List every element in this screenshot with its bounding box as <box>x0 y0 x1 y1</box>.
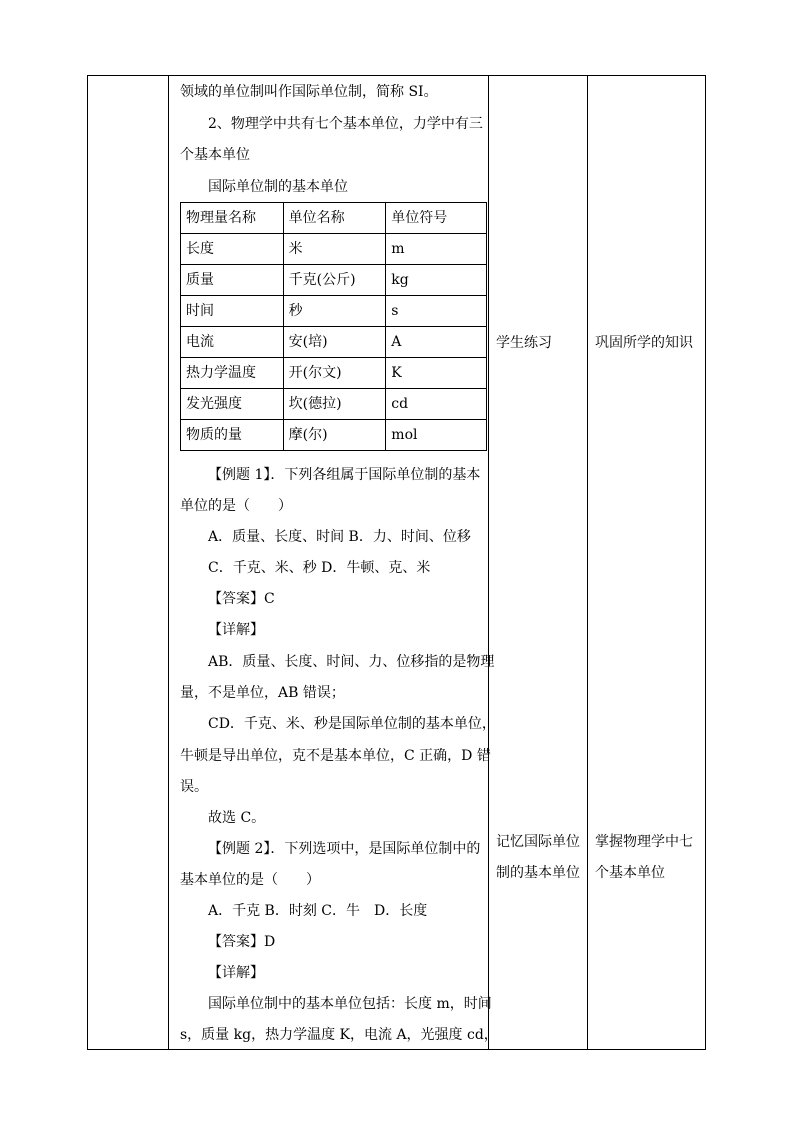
table-row <box>181 358 487 389</box>
table-cell: 安(培) <box>283 327 386 358</box>
example1-option: A．质量、长度、时间 B．力、时间、位移 <box>208 529 471 545</box>
table-cell: A <box>386 327 487 358</box>
table-cell: 长度 <box>181 234 284 265</box>
header-cell: 单位符号 <box>386 203 487 234</box>
text-line: 故选 C。 <box>208 810 266 826</box>
table-row <box>181 420 487 451</box>
text-line: CD．千克、米、秒是国际单位制的基本单位， <box>208 716 496 732</box>
table-cell: 时间 <box>181 296 284 327</box>
table-caption: 国际单位制的基本单位 <box>208 179 348 195</box>
example2-explanation-label: 【详解】 <box>208 965 264 981</box>
text-line: AB．质量、长度、时间、力、位移指的是物理 <box>208 654 495 670</box>
example2-option: A．千克 B．时刻 C．牛 D．长度 <box>208 903 428 919</box>
table-cell: 开(尔文) <box>283 358 386 389</box>
table-cell: K <box>386 358 487 389</box>
table-row <box>181 265 487 296</box>
design-intent-label: 掌握物理学中七 <box>595 834 693 850</box>
student-activity-label: 学生练习 <box>496 335 552 351</box>
text-line: 量，不是单位，AB 错误； <box>180 685 345 701</box>
example1-answer: 【答案】C <box>208 591 275 607</box>
design-intent-label: 个基本单位 <box>595 865 665 881</box>
example2-question: 【例题 2】．下列选项中，是国际单位制中的 <box>208 841 481 857</box>
header-cell: 单位名称 <box>283 203 386 234</box>
table-cell: 发光强度 <box>181 389 284 420</box>
table-cell: kg <box>386 265 487 296</box>
example2-question: 基本单位的是（ ） <box>180 872 320 888</box>
table-cell: 米 <box>283 234 386 265</box>
column-divider <box>488 76 489 1049</box>
table-cell: 物质的量 <box>181 420 284 451</box>
table-row <box>181 234 487 265</box>
table-row <box>181 327 487 358</box>
text-line: 牛顿是导出单位，克不是基本单位，C 正确，D 错 <box>180 748 491 764</box>
table-cell: 千克(公斤) <box>283 265 386 296</box>
table-cell: 摩(尔) <box>283 420 386 451</box>
student-activity-label: 制的基本单位 <box>496 865 580 881</box>
table-cell: 坎(德拉) <box>283 389 386 420</box>
text-line: 2、物理学中共有七个基本单位，力学中有三 <box>208 116 483 132</box>
example1-question: 【例题 1】．下列各组属于国际单位制的基本 <box>208 467 481 483</box>
example1-option: C．千克、米、秒 D．牛顿、克、米 <box>208 560 431 576</box>
example1-explanation-label: 【详解】 <box>208 622 264 638</box>
column-divider <box>587 76 588 1049</box>
student-activity-label: 记忆国际单位 <box>496 834 580 850</box>
table-cell: 电流 <box>181 327 284 358</box>
column-divider <box>168 76 169 1049</box>
table-cell: cd <box>386 389 487 420</box>
text-line: 个基本单位 <box>180 147 250 163</box>
table-cell: 热力学温度 <box>181 358 284 389</box>
header-cell: 物理量名称 <box>181 203 284 234</box>
text-line: 国际单位制中的基本单位包括：长度 m，时间 <box>208 996 492 1012</box>
table-cell: 质量 <box>181 265 284 296</box>
table-row <box>181 296 487 327</box>
text-line: 误。 <box>180 779 208 795</box>
table-cell: m <box>386 234 487 265</box>
si-units-table <box>180 202 487 451</box>
table-cell: 秒 <box>283 296 386 327</box>
lesson-table <box>87 75 706 1050</box>
table-cell: mol <box>386 420 487 451</box>
example1-question: 单位的是（ ） <box>180 498 292 514</box>
example2-answer: 【答案】D <box>208 934 276 950</box>
table-cell: s <box>386 296 487 327</box>
design-intent-label: 巩固所学的知识 <box>595 335 693 351</box>
table-row <box>181 389 487 420</box>
text-line: 领域的单位制叫作国际单位制，简称 SI。 <box>180 84 438 100</box>
table-header-row <box>181 203 487 234</box>
text-line: s，质量 kg，热力学温度 K，电流 A，光强度 cd， <box>180 1027 498 1043</box>
